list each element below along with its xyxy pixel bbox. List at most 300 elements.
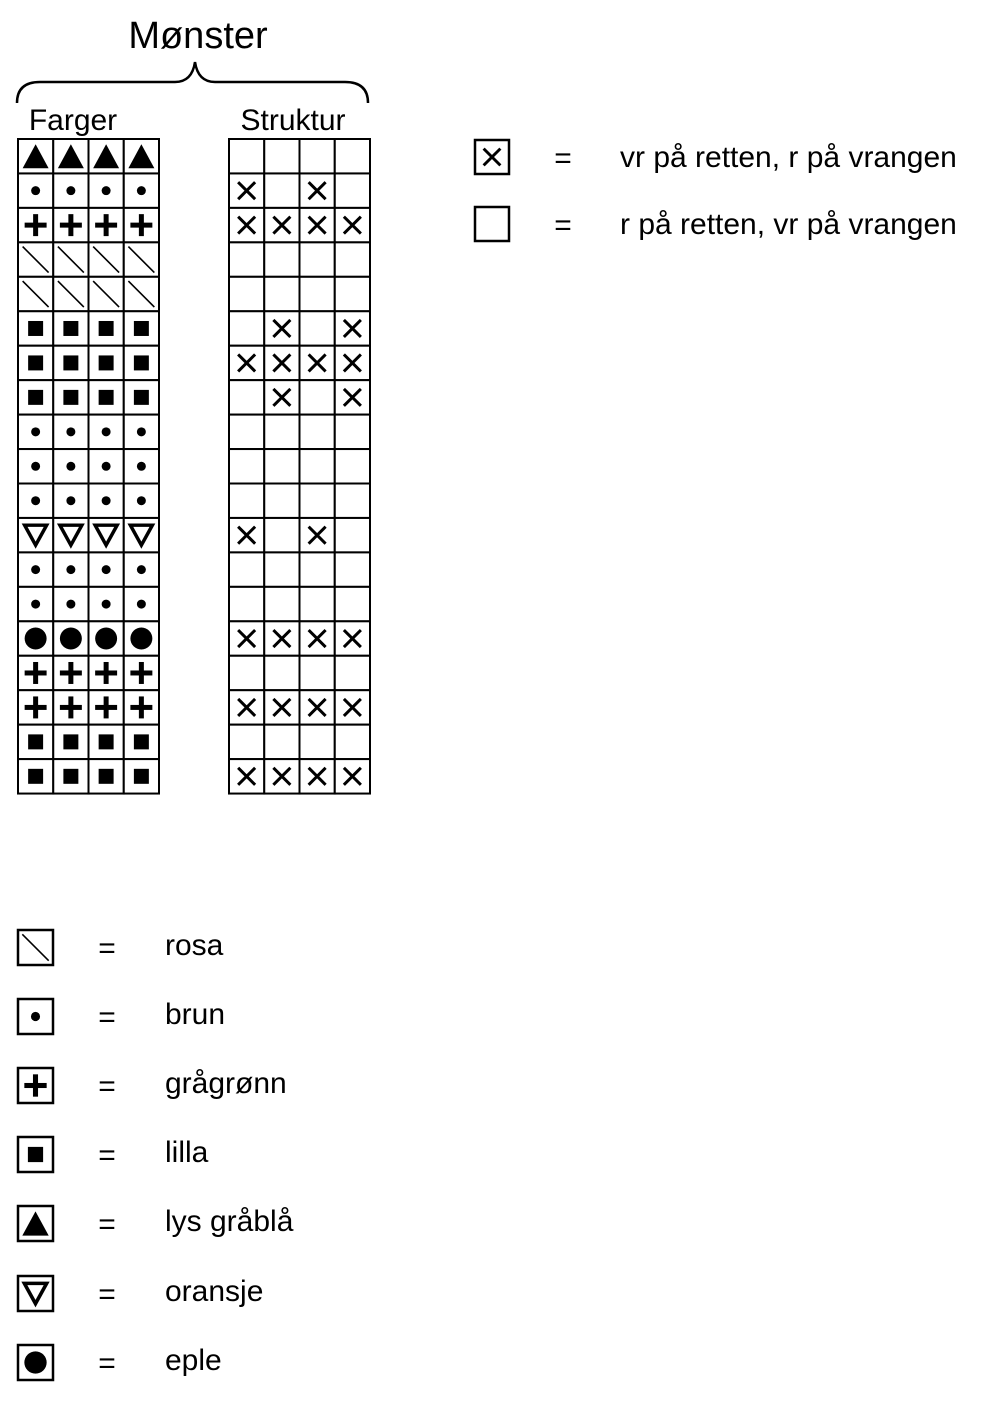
colors-cell bbox=[18, 311, 53, 345]
dot-symbol bbox=[102, 496, 111, 505]
dot-symbol bbox=[102, 462, 111, 471]
colors-cell bbox=[124, 415, 159, 449]
cell-border bbox=[264, 656, 299, 690]
colors-cell bbox=[18, 415, 53, 449]
colors-cell bbox=[18, 208, 53, 242]
colors-cell bbox=[89, 277, 124, 311]
dot-symbol bbox=[31, 186, 40, 195]
structure-cell bbox=[264, 621, 299, 655]
colors-cell bbox=[18, 139, 53, 173]
structure-cell bbox=[264, 380, 299, 414]
structure-cell bbox=[335, 380, 370, 414]
structure-cell bbox=[264, 690, 299, 724]
legend-label: rosa bbox=[165, 929, 224, 962]
plus-symbol bbox=[139, 662, 144, 684]
structure-cell bbox=[229, 277, 264, 311]
structure-cell bbox=[300, 759, 335, 793]
cell-border bbox=[335, 415, 370, 449]
cell-border bbox=[335, 656, 370, 690]
legend-equals: = bbox=[98, 1278, 116, 1311]
cell-border bbox=[264, 484, 299, 518]
dot-symbol bbox=[137, 496, 146, 505]
color-legend-item bbox=[18, 1136, 209, 1172]
structure-cell bbox=[264, 656, 299, 690]
legend-swatch bbox=[475, 207, 509, 241]
structure-cell bbox=[335, 311, 370, 345]
structure-cell bbox=[300, 173, 335, 207]
square-symbol bbox=[28, 734, 43, 749]
colors-cell bbox=[53, 242, 88, 276]
colors-cell bbox=[18, 380, 53, 414]
cell-border bbox=[300, 449, 335, 483]
cell-border bbox=[229, 725, 264, 759]
colors-cell bbox=[124, 587, 159, 621]
structure-cell bbox=[229, 173, 264, 207]
legend-equals: = bbox=[98, 1347, 116, 1380]
structure-cell bbox=[335, 587, 370, 621]
legend-equals: = bbox=[98, 1001, 116, 1034]
cell-border bbox=[335, 449, 370, 483]
color-legend-item bbox=[18, 998, 225, 1034]
plus-symbol bbox=[33, 696, 38, 718]
cell-border bbox=[300, 484, 335, 518]
structure-cell bbox=[300, 587, 335, 621]
cell-border bbox=[300, 380, 335, 414]
colors-cell bbox=[18, 173, 53, 207]
brace bbox=[17, 62, 368, 103]
legend-equals: = bbox=[98, 1208, 116, 1241]
dot-symbol bbox=[66, 462, 75, 471]
structure-cell bbox=[229, 725, 264, 759]
cell-border bbox=[264, 552, 299, 586]
colors-cell bbox=[53, 587, 88, 621]
structure-cell bbox=[300, 449, 335, 483]
square-symbol bbox=[99, 321, 114, 336]
structure-cell bbox=[264, 277, 299, 311]
dot-symbol bbox=[31, 600, 40, 609]
structure-cell bbox=[335, 690, 370, 724]
colors-cell bbox=[89, 139, 124, 173]
cell-border bbox=[335, 277, 370, 311]
colors-cell bbox=[18, 759, 53, 793]
colors-cell bbox=[89, 656, 124, 690]
structure-legend-item bbox=[475, 140, 957, 175]
plus-symbol bbox=[68, 662, 73, 684]
structure-cell bbox=[300, 552, 335, 586]
dot-symbol bbox=[31, 496, 40, 505]
colors-cell bbox=[124, 208, 159, 242]
colors-cell bbox=[53, 690, 88, 724]
circle-symbol bbox=[24, 1351, 46, 1373]
structure-cell bbox=[264, 139, 299, 173]
square-symbol bbox=[63, 390, 78, 405]
colors-cell bbox=[53, 759, 88, 793]
dot-symbol bbox=[102, 600, 111, 609]
colors-cell bbox=[89, 759, 124, 793]
structure-legend-item bbox=[475, 207, 957, 242]
colors-cell bbox=[89, 587, 124, 621]
cell-border bbox=[300, 656, 335, 690]
structure-cell bbox=[335, 449, 370, 483]
structure-cell bbox=[264, 242, 299, 276]
legend-label: lys gråblå bbox=[165, 1205, 294, 1238]
structure-cell bbox=[229, 656, 264, 690]
colors-cell bbox=[124, 380, 159, 414]
dot-symbol bbox=[31, 1012, 40, 1021]
colors-cell bbox=[18, 621, 53, 655]
dot-symbol bbox=[31, 565, 40, 574]
dot-symbol bbox=[66, 600, 75, 609]
structure-cell bbox=[300, 242, 335, 276]
cell-border bbox=[300, 139, 335, 173]
plus-symbol bbox=[68, 696, 73, 718]
colors-cell bbox=[124, 139, 159, 173]
colors-cell bbox=[53, 173, 88, 207]
cell-border bbox=[264, 587, 299, 621]
structure-cell bbox=[229, 690, 264, 724]
square-symbol bbox=[28, 769, 43, 784]
square-symbol bbox=[99, 355, 114, 370]
square-symbol bbox=[134, 734, 149, 749]
structure-heading: Struktur bbox=[240, 104, 346, 137]
colors-cell bbox=[124, 242, 159, 276]
colors-cell bbox=[89, 690, 124, 724]
plus-symbol bbox=[33, 1074, 38, 1096]
colors-cell bbox=[18, 449, 53, 483]
cell-border bbox=[229, 552, 264, 586]
structure-cell bbox=[229, 587, 264, 621]
cell-border bbox=[335, 139, 370, 173]
structure-cell bbox=[264, 311, 299, 345]
structure-cell bbox=[300, 346, 335, 380]
cell-border bbox=[229, 656, 264, 690]
cell-border bbox=[300, 415, 335, 449]
colors-heading: Farger bbox=[28, 104, 118, 137]
colors-cell bbox=[53, 725, 88, 759]
structure-cell bbox=[264, 518, 299, 552]
circle-symbol bbox=[25, 628, 47, 650]
plus-symbol bbox=[68, 214, 73, 236]
colors-cell bbox=[89, 173, 124, 207]
square-symbol bbox=[63, 769, 78, 784]
structure-cell bbox=[335, 621, 370, 655]
colors-cell bbox=[124, 277, 159, 311]
cell-border bbox=[335, 242, 370, 276]
colors-cell bbox=[18, 518, 53, 552]
structure-cell bbox=[335, 415, 370, 449]
structure-cell bbox=[264, 208, 299, 242]
dot-symbol bbox=[66, 427, 75, 436]
structure-cell bbox=[335, 656, 370, 690]
legend-equals: = bbox=[554, 142, 572, 175]
structure-cell bbox=[335, 725, 370, 759]
legend-label: grågrønn bbox=[165, 1067, 287, 1100]
structure-cell bbox=[335, 139, 370, 173]
structure-cell bbox=[335, 484, 370, 518]
cell-border bbox=[335, 484, 370, 518]
structure-cell bbox=[335, 173, 370, 207]
colors-cell bbox=[89, 311, 124, 345]
cell-border bbox=[300, 552, 335, 586]
cell-border bbox=[335, 587, 370, 621]
structure-cell bbox=[264, 415, 299, 449]
structure-cell bbox=[229, 518, 264, 552]
colors-cell bbox=[18, 242, 53, 276]
colors-cell bbox=[53, 277, 88, 311]
colors-cell bbox=[124, 173, 159, 207]
structure-cell bbox=[229, 380, 264, 414]
structure-cell bbox=[264, 759, 299, 793]
cell-border bbox=[229, 139, 264, 173]
structure-cell bbox=[264, 346, 299, 380]
structure-cell bbox=[229, 552, 264, 586]
cell-border bbox=[229, 449, 264, 483]
structure-cell bbox=[300, 415, 335, 449]
structure-cell bbox=[300, 656, 335, 690]
colors-cell bbox=[18, 484, 53, 518]
colors-cell bbox=[124, 725, 159, 759]
colors-cell bbox=[53, 346, 88, 380]
structure-cell bbox=[264, 449, 299, 483]
cell-border bbox=[229, 311, 264, 345]
cell-border bbox=[264, 449, 299, 483]
colors-cell bbox=[89, 518, 124, 552]
dot-symbol bbox=[102, 565, 111, 574]
cell-border bbox=[264, 139, 299, 173]
colors-cell bbox=[124, 552, 159, 586]
cell-border bbox=[300, 311, 335, 345]
dot-symbol bbox=[137, 427, 146, 436]
dot-symbol bbox=[137, 186, 146, 195]
cell-border bbox=[229, 587, 264, 621]
colors-cell bbox=[53, 311, 88, 345]
structure-cell bbox=[300, 139, 335, 173]
structure-cell bbox=[335, 242, 370, 276]
plus-symbol bbox=[33, 662, 38, 684]
structure-cell bbox=[300, 208, 335, 242]
chart-title: Mønster bbox=[128, 15, 268, 57]
colors-cell bbox=[89, 621, 124, 655]
colors-cell bbox=[89, 346, 124, 380]
structure-cell bbox=[335, 208, 370, 242]
plus-symbol bbox=[104, 662, 109, 684]
circle-symbol bbox=[60, 628, 82, 650]
dot-symbol bbox=[31, 427, 40, 436]
structure-cell bbox=[300, 621, 335, 655]
square-symbol bbox=[28, 355, 43, 370]
structure-cell bbox=[229, 346, 264, 380]
legend-equals: = bbox=[98, 1139, 116, 1172]
legend-label: vr på retten, r på vrangen bbox=[620, 141, 957, 174]
circle-symbol bbox=[95, 628, 117, 650]
square-symbol bbox=[99, 734, 114, 749]
colors-cell bbox=[53, 380, 88, 414]
dot-symbol bbox=[137, 462, 146, 471]
structure-cell bbox=[300, 484, 335, 518]
structure-cell bbox=[229, 311, 264, 345]
structure-cell bbox=[300, 311, 335, 345]
colors-cell bbox=[18, 725, 53, 759]
structure-grid bbox=[229, 139, 370, 794]
plus-symbol bbox=[33, 214, 38, 236]
colors-cell bbox=[124, 759, 159, 793]
legend-label: oransje bbox=[165, 1275, 264, 1308]
colors-cell bbox=[89, 552, 124, 586]
colors-cell bbox=[53, 415, 88, 449]
structure-cell bbox=[264, 725, 299, 759]
colors-cell bbox=[89, 380, 124, 414]
dot-symbol bbox=[66, 496, 75, 505]
cell-border bbox=[300, 725, 335, 759]
legend-label: r på retten, vr på vrangen bbox=[620, 208, 957, 241]
structure-cell bbox=[300, 725, 335, 759]
colors-cell bbox=[89, 208, 124, 242]
colors-cell bbox=[124, 311, 159, 345]
circle-symbol bbox=[130, 628, 152, 650]
square-symbol bbox=[134, 769, 149, 784]
colors-cell bbox=[89, 242, 124, 276]
colors-cell bbox=[124, 690, 159, 724]
cell-border bbox=[335, 173, 370, 207]
color-legend-item bbox=[18, 1275, 263, 1311]
structure-cell bbox=[229, 621, 264, 655]
colors-cell bbox=[124, 621, 159, 655]
colors-cell bbox=[89, 415, 124, 449]
structure-cell bbox=[229, 139, 264, 173]
colors-cell bbox=[124, 346, 159, 380]
cell-border bbox=[264, 518, 299, 552]
colors-cell bbox=[124, 656, 159, 690]
dot-symbol bbox=[66, 565, 75, 574]
dot-symbol bbox=[31, 462, 40, 471]
structure-cell bbox=[335, 277, 370, 311]
cell-border bbox=[229, 380, 264, 414]
structure-cell bbox=[229, 484, 264, 518]
colors-cell bbox=[124, 449, 159, 483]
structure-cell bbox=[229, 449, 264, 483]
colors-cell bbox=[53, 449, 88, 483]
structure-cell bbox=[264, 173, 299, 207]
structure-cell bbox=[300, 690, 335, 724]
cell-border bbox=[335, 725, 370, 759]
color-legend-item bbox=[18, 929, 224, 965]
colors-cell bbox=[89, 449, 124, 483]
colors-cell bbox=[89, 725, 124, 759]
square-symbol bbox=[63, 355, 78, 370]
cell-border bbox=[229, 242, 264, 276]
cell-border bbox=[229, 277, 264, 311]
legend-label: brun bbox=[165, 998, 226, 1031]
structure-cell bbox=[264, 587, 299, 621]
structure-cell bbox=[264, 484, 299, 518]
legend-equals: = bbox=[554, 209, 572, 242]
colors-cell bbox=[53, 139, 88, 173]
cell-border bbox=[300, 587, 335, 621]
dot-symbol bbox=[66, 186, 75, 195]
color-legend-item bbox=[18, 1205, 294, 1241]
square-symbol bbox=[28, 390, 43, 405]
dot-symbol bbox=[102, 186, 111, 195]
plus-symbol bbox=[139, 696, 144, 718]
structure-cell bbox=[335, 346, 370, 380]
color-legend bbox=[18, 929, 294, 1380]
square-symbol bbox=[63, 321, 78, 336]
cell-border bbox=[264, 725, 299, 759]
cell-border bbox=[335, 552, 370, 586]
legend-label: lilla bbox=[165, 1136, 209, 1169]
structure-cell bbox=[264, 552, 299, 586]
cell-border bbox=[335, 518, 370, 552]
structure-cell bbox=[335, 759, 370, 793]
legend-equals: = bbox=[98, 932, 116, 965]
structure-cell bbox=[335, 518, 370, 552]
structure-legend bbox=[475, 140, 957, 242]
square-symbol bbox=[134, 355, 149, 370]
cell-border bbox=[300, 277, 335, 311]
colors-cell bbox=[53, 208, 88, 242]
colors-cell bbox=[124, 484, 159, 518]
cell-border bbox=[229, 484, 264, 518]
colors-cell bbox=[18, 656, 53, 690]
structure-cell bbox=[229, 759, 264, 793]
square-symbol bbox=[134, 390, 149, 405]
cell-border bbox=[264, 173, 299, 207]
color-legend-item bbox=[18, 1344, 222, 1380]
cell-border bbox=[264, 415, 299, 449]
square-symbol bbox=[28, 321, 43, 336]
colors-cell bbox=[18, 277, 53, 311]
colors-cell bbox=[89, 484, 124, 518]
structure-cell bbox=[335, 552, 370, 586]
plus-symbol bbox=[104, 696, 109, 718]
colors-cell bbox=[18, 346, 53, 380]
square-symbol bbox=[99, 769, 114, 784]
square-symbol bbox=[63, 734, 78, 749]
structure-cell bbox=[300, 518, 335, 552]
dot-symbol bbox=[137, 565, 146, 574]
structure-cell bbox=[300, 277, 335, 311]
plus-symbol bbox=[139, 214, 144, 236]
colors-cell bbox=[18, 690, 53, 724]
cell-border bbox=[229, 415, 264, 449]
colors-cell bbox=[124, 518, 159, 552]
structure-cell bbox=[229, 242, 264, 276]
colors-cell bbox=[53, 484, 88, 518]
colors-cell bbox=[53, 518, 88, 552]
square-symbol bbox=[99, 390, 114, 405]
structure-cell bbox=[229, 208, 264, 242]
cell-border bbox=[264, 242, 299, 276]
dot-symbol bbox=[102, 427, 111, 436]
legend-label: eple bbox=[165, 1344, 222, 1377]
legend-equals: = bbox=[98, 1070, 116, 1103]
dot-symbol bbox=[137, 600, 146, 609]
structure-cell bbox=[229, 415, 264, 449]
color-legend-item bbox=[18, 1067, 287, 1103]
colors-grid bbox=[18, 139, 159, 794]
square-symbol bbox=[134, 321, 149, 336]
plus-symbol bbox=[104, 214, 109, 236]
structure-cell bbox=[300, 380, 335, 414]
colors-cell bbox=[53, 621, 88, 655]
colors-cell bbox=[53, 656, 88, 690]
colors-cell bbox=[53, 552, 88, 586]
cell-border bbox=[264, 277, 299, 311]
colors-cell bbox=[18, 552, 53, 586]
square-symbol bbox=[28, 1147, 43, 1162]
colors-cell bbox=[18, 587, 53, 621]
cell-border bbox=[300, 242, 335, 276]
